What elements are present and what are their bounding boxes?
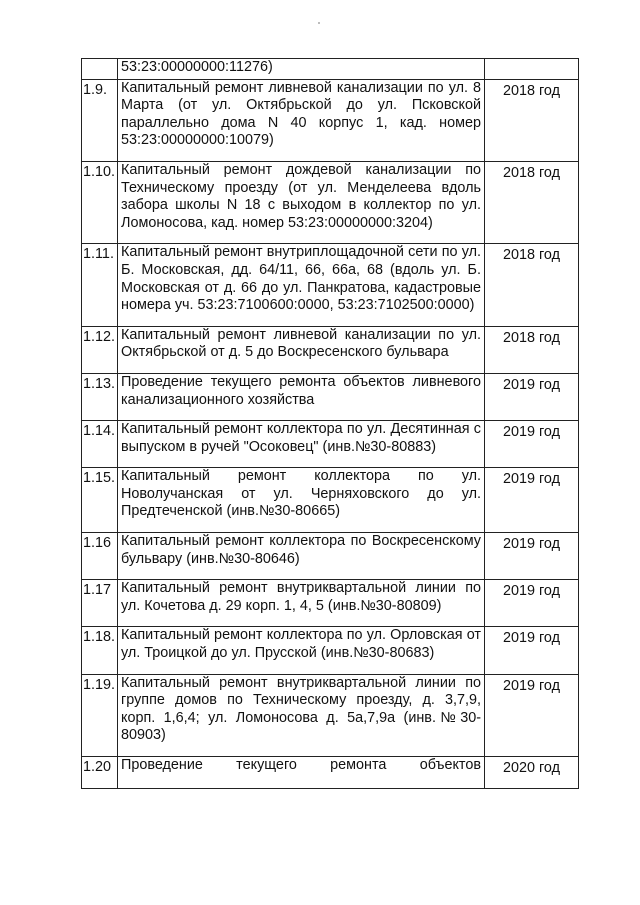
row-year: 2019 год xyxy=(485,580,579,627)
row-description: Капитальный ремонт внутриквартальной линии по ул. Кочетова д. 29 корп. 1, 4, 5 (инв.№30-80809) xyxy=(118,580,485,627)
table-row xyxy=(82,161,579,243)
scan-speck xyxy=(318,22,320,24)
row-description: Капитальный ремонт внутриквартальной линии по группе домов по Техническому проезду, д. 3,7,9, корп. 1,6,4; ул. Ломоносова д. 5а,7,9а (инв.№30-80903) xyxy=(118,674,485,756)
table-row xyxy=(82,421,579,468)
row-number: 1.13. xyxy=(82,373,118,420)
table-row xyxy=(82,533,579,580)
row-year: 2019 год xyxy=(485,421,579,468)
table-row xyxy=(82,580,579,627)
row-year: 2018 год xyxy=(485,161,579,243)
row-description-text: Проведение текущего ремонта объектов xyxy=(121,757,481,773)
row-description: Капитальный ремонт коллектора по Воскресенскому бульвару (инв.№30-80646) xyxy=(118,533,485,580)
table-row xyxy=(82,59,579,80)
table-row xyxy=(82,373,579,420)
row-year xyxy=(485,59,579,80)
table-row xyxy=(82,627,579,674)
row-number: 1.19. xyxy=(82,674,118,756)
table-row xyxy=(82,674,579,756)
row-description: 53:23:00000000:11276) xyxy=(118,59,485,80)
row-description: Капитальный ремонт дождевой канализации по Техническому проезду (от ул. Менделеева вдоль забора школы N 18 с выходом в коллектор по ул. Ломоносова, кад. номер 53:23:00000000:3204) xyxy=(118,161,485,243)
table-row xyxy=(82,757,579,789)
row-number: 1.12. xyxy=(82,326,118,373)
table-row xyxy=(82,79,579,161)
row-number: 1.11. xyxy=(82,244,118,326)
row-description: Капитальный ремонт ливневой канализации по ул. 8 Марта (от ул. Октябрьской до ул. Псковской параллельно дома N 40 корпус 1, кад. номер 53:23:00000000:10079) xyxy=(118,79,485,161)
table-row xyxy=(82,244,579,326)
row-year: 2019 год xyxy=(485,373,579,420)
row-year: 2018 год xyxy=(485,326,579,373)
row-year: 2019 год xyxy=(485,533,579,580)
row-description: Капитальный ремонт коллектора по ул. Новолучанская от ул. Черняховского до ул. Предтеченской (инв.№30-80665) xyxy=(118,468,485,533)
table-row xyxy=(82,468,579,533)
row-description: Капитальный ремонт коллектора по ул. Орловская от ул. Троицкой до ул. Прусской (инв.№30-80683) xyxy=(118,627,485,674)
row-number: 1.18. xyxy=(82,627,118,674)
row-number: 1.9. xyxy=(82,79,118,161)
row-year: 2019 год xyxy=(485,627,579,674)
row-number: 1.14. xyxy=(82,421,118,468)
row-number: 1.10. xyxy=(82,161,118,243)
table-row xyxy=(82,326,579,373)
row-number: 1.17 xyxy=(82,580,118,627)
row-description: Проведение текущего ремонта объектов ливневого канализационного хозяйства xyxy=(118,373,485,420)
row-year: 2020 год xyxy=(485,757,579,789)
row-number: 1.20 xyxy=(82,757,118,789)
works-table xyxy=(81,58,579,789)
row-year: 2019 год xyxy=(485,674,579,756)
row-description: Капитальный ремонт внутриплощадочной сети по ул. Б. Московская, дд. 64/11, 66, 66а, 68 (вдоль ул. Б. Московская от д. 66 до ул. Панкратова, кадастровые номера уч. 53:23:7100600:0000, 53:23:7102500:0000) xyxy=(118,244,485,326)
row-number: 1.16 xyxy=(82,533,118,580)
row-number xyxy=(82,59,118,80)
row-number: 1.15. xyxy=(82,468,118,533)
row-description: Капитальный ремонт коллектора по ул. Десятинная с выпуском в ручей "Осоковец" (инв.№30-80883) xyxy=(118,421,485,468)
row-description: Капитальный ремонт ливневой канализации по ул. Октябрьской от д. 5 до Воскресенского бульвара xyxy=(118,326,485,373)
row-year: 2018 год xyxy=(485,244,579,326)
row-description xyxy=(118,757,485,789)
row-year: 2019 год xyxy=(485,468,579,533)
row-year: 2018 год xyxy=(485,79,579,161)
